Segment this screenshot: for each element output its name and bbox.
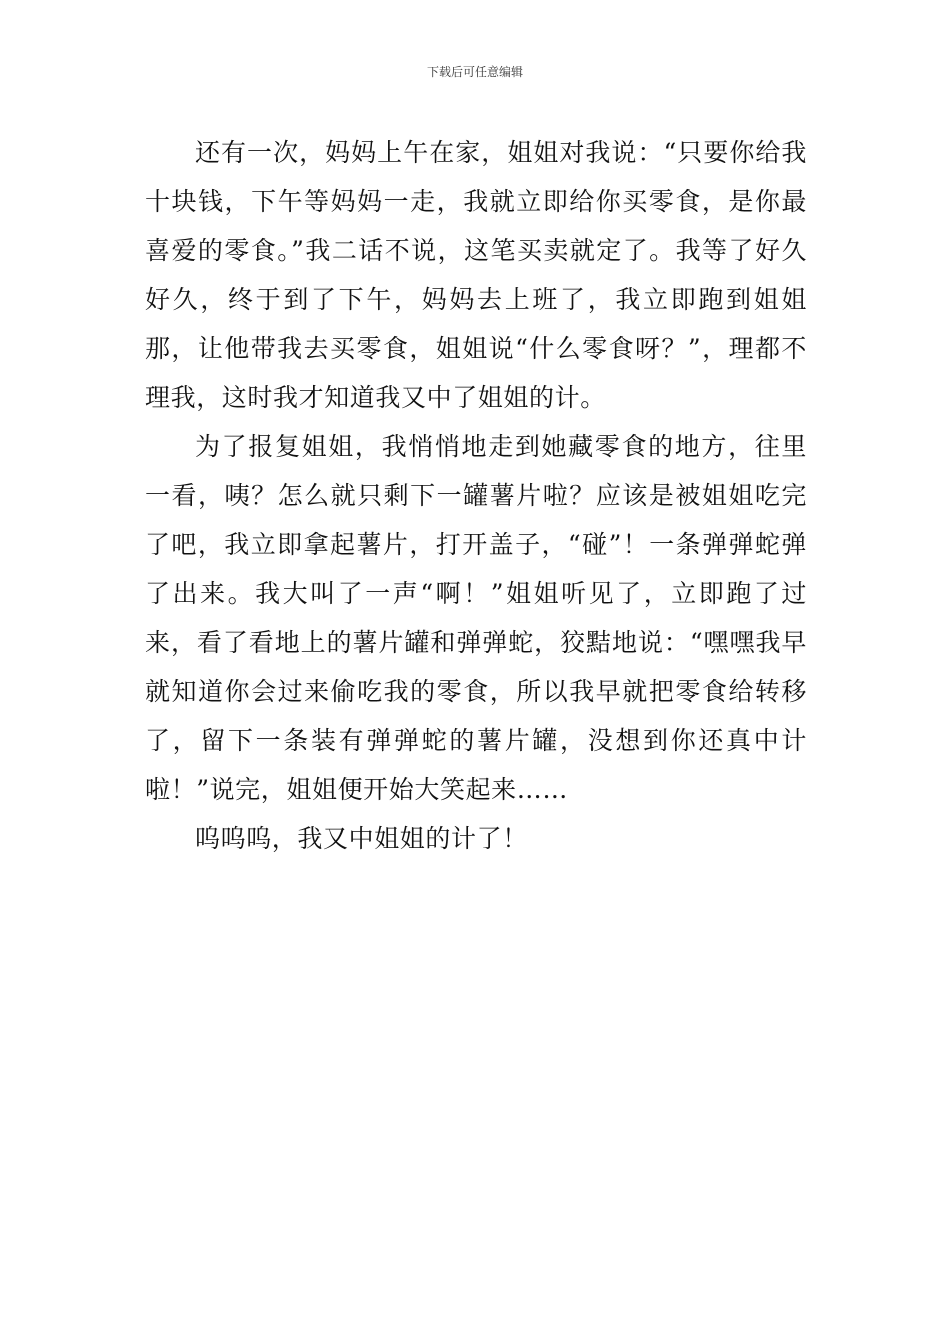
paragraph-3: 呜呜呜，我又中姐姐的计了！ <box>195 824 528 853</box>
paragraph-2: 为了报复姐姐，我悄悄地走到她藏零食的地方，往里一看，咦？怎么就只剩下一罐薯片啦？应该是被姐姐吃完了吧，我立即拿起薯片，打开盖子，“碰”！一条弹弹蛇弹了出来。我大叫了一声“啊！”姐姐听见了，立即跑了过来，看了看地上的薯片罐和弹弹蛇，狡黠地说：“嘿嘿我早就知道你会过来偷吃我的零食，所以我早就把零食给转移了，留下一条装有弹弹蛇的薯片罐，没想到你还真中计啦！”说完，姐姐便开始大笑起来…… <box>145 432 807 804</box>
document-body <box>145 128 807 863</box>
paragraph-1: 还有一次，妈妈上午在家，姐姐对我说：“只要你给我十块钱，下午等妈妈一走，我就立即给你买零食，是你最喜爱的零食。”我二话不说，这笔买卖就定了。我等了好久好久，终于到了下午，妈妈去上班了，我立即跑到姐姐那，让他带我去买零食，姐姐说“什么零食呀？”，理都不理我，这时我才知道我又中了姐姐的计。 <box>145 138 807 412</box>
header-note: 下载后可任意编辑 <box>426 65 523 79</box>
